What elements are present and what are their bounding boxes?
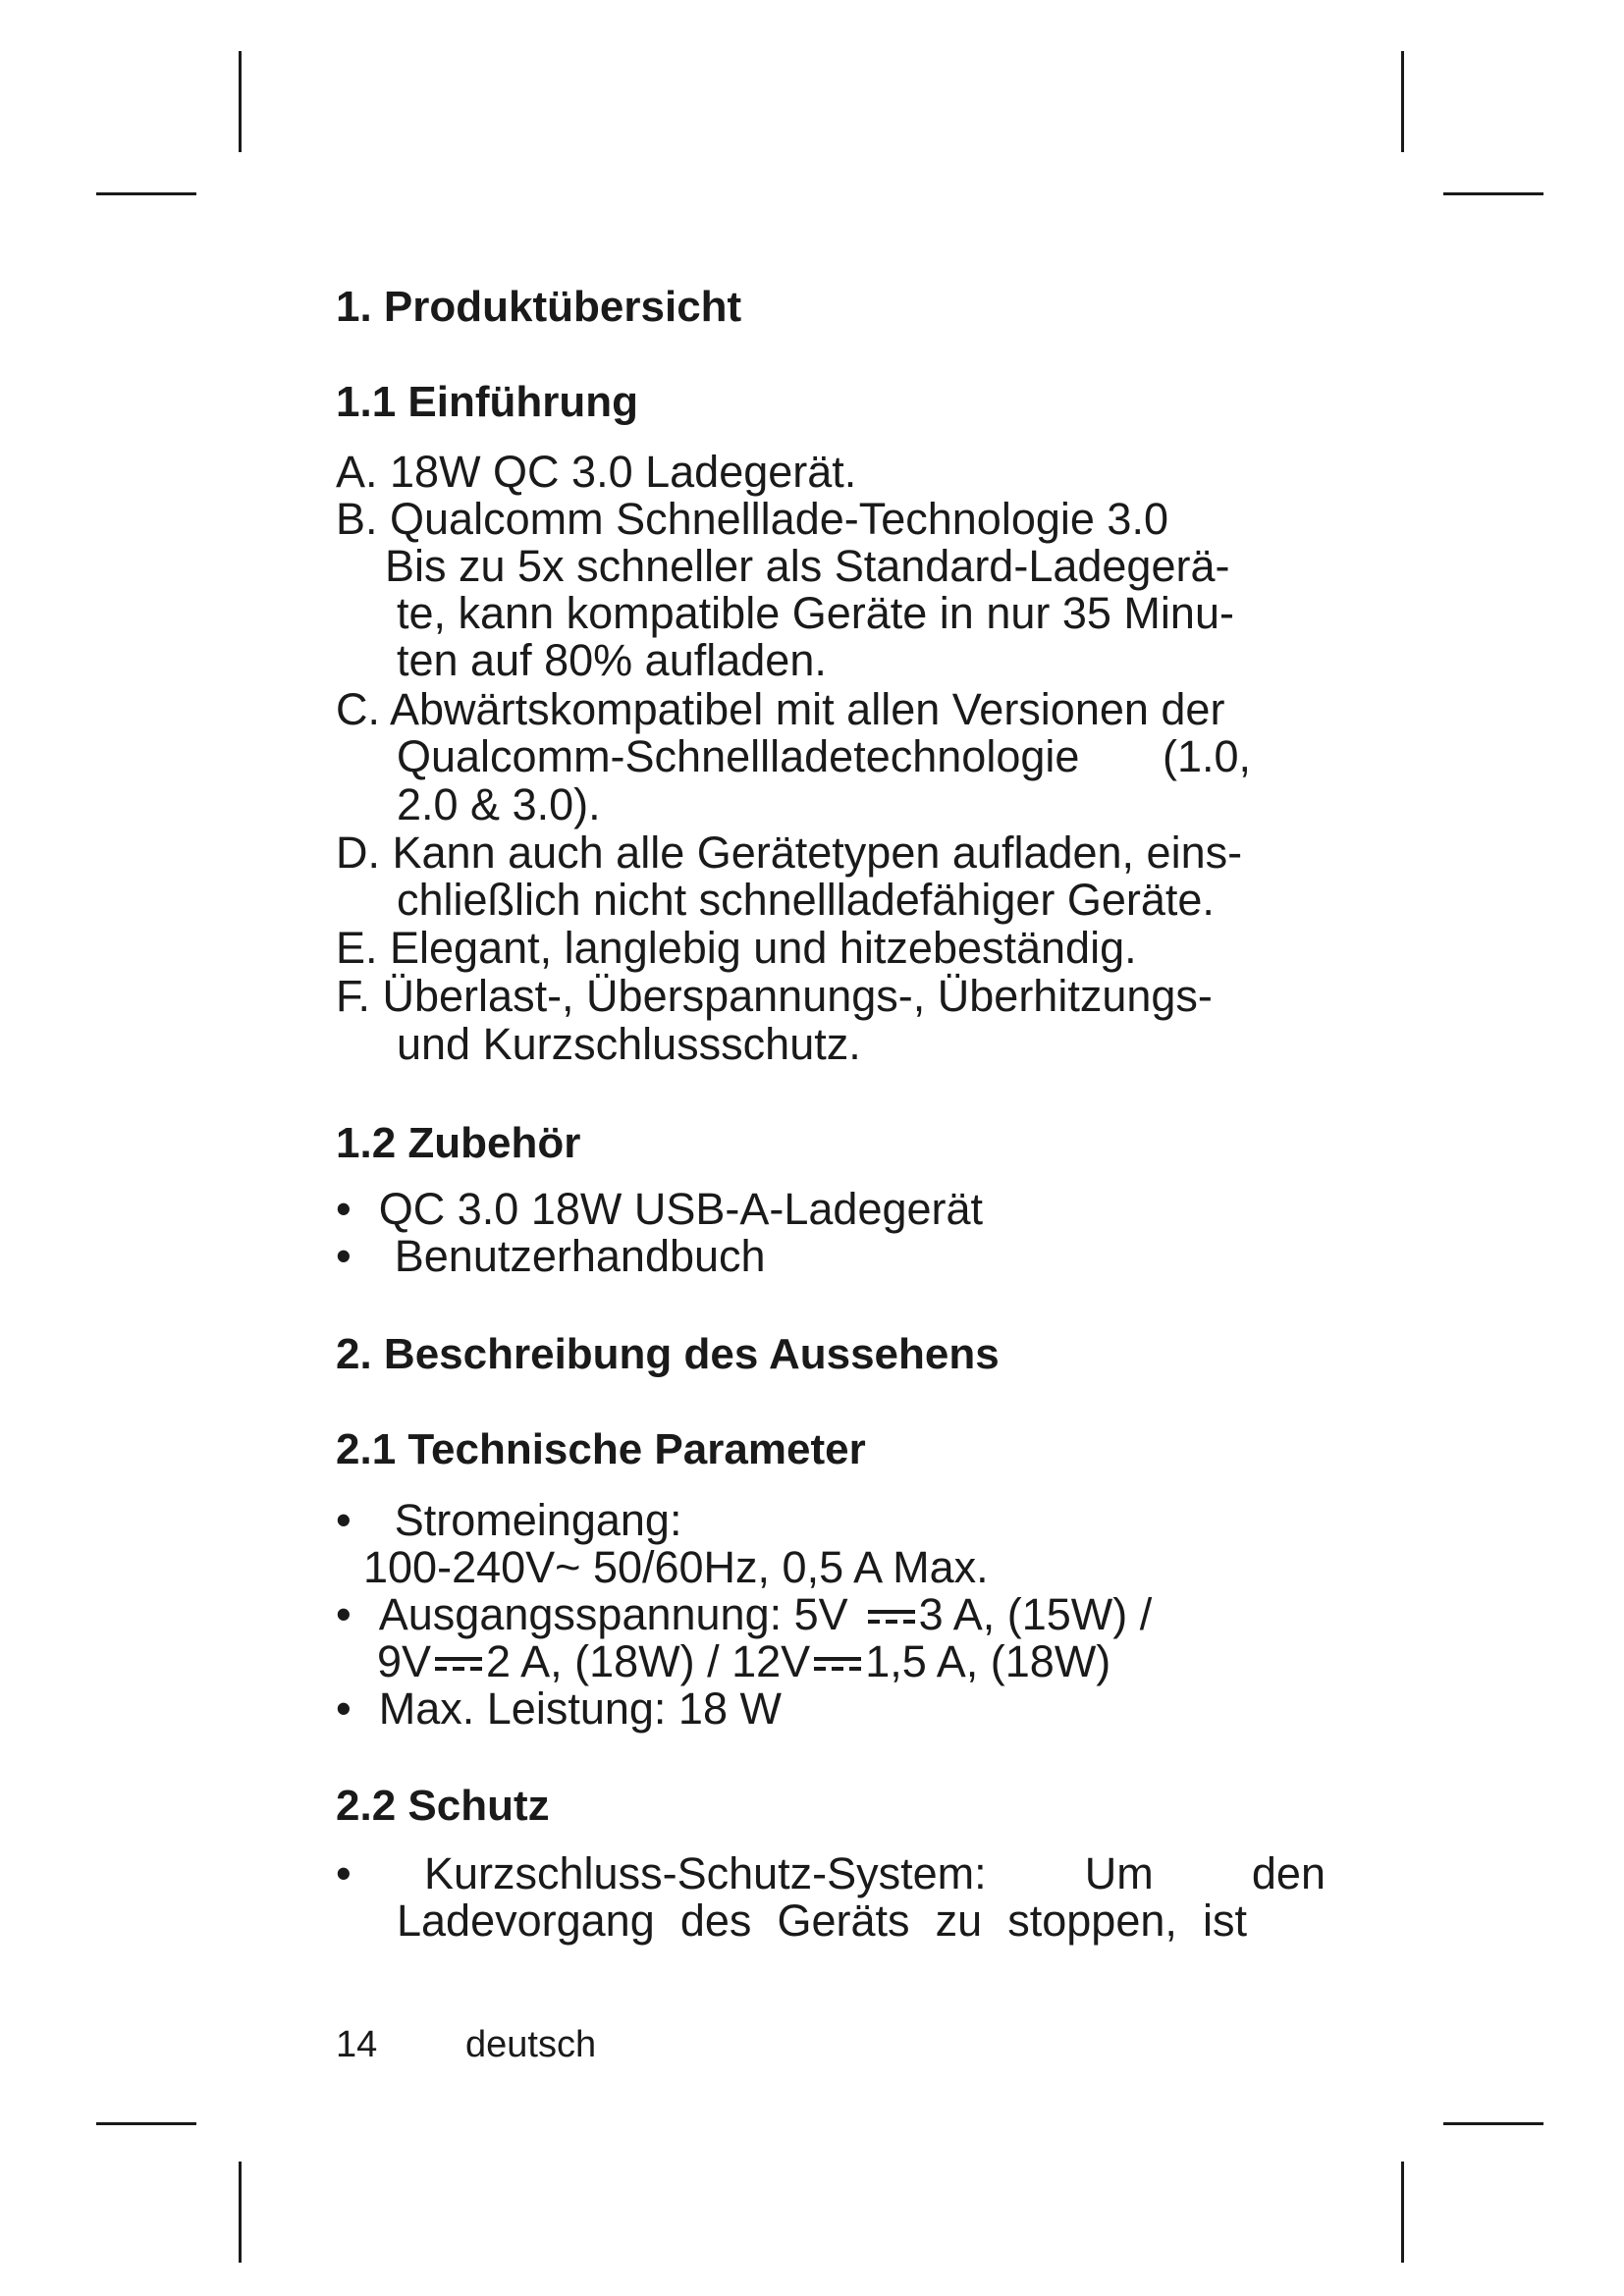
- protection-word: Geräts: [777, 1896, 910, 1946]
- intro-item-d: D. Kann auch alle Gerätetypen aufladen, eins-: [336, 828, 1243, 878]
- crop-mark: [239, 51, 242, 152]
- param-output: [336, 1589, 1153, 1639]
- bullet: •: [336, 1683, 352, 1734]
- intro-item-b-cont: Bis zu 5x schneller als Standard-Ladegerä-: [385, 541, 1230, 591]
- intro-item-b: B. Qualcomm Schnelllade-Technologie 3.0: [336, 494, 1168, 544]
- protection-word: des: [679, 1896, 752, 1946]
- bullet: •: [336, 1589, 352, 1639]
- intro-item-c-cont: 2.0 & 3.0).: [397, 779, 601, 829]
- param-max-power-label: Max. Leistung: 18 W: [378, 1683, 782, 1734]
- intro-item-c-text: Qualcomm-Schnellladetechnologie: [397, 731, 1080, 781]
- protection-line-2: [397, 1896, 1247, 1946]
- param-input-label: Stromeingang:: [394, 1495, 682, 1545]
- intro-item-f: F. Überlast-, Überspannungs-, Überhitzungs-: [336, 971, 1213, 1021]
- param-max-power: [336, 1683, 782, 1734]
- protection-word: den: [1251, 1848, 1326, 1898]
- intro-item-f-cont: und Kurzschlussschutz.: [397, 1019, 861, 1069]
- section-2-2-heading: 2.2 Schutz: [336, 1782, 550, 1830]
- crop-mark: [1401, 2162, 1404, 2263]
- param-output-cont: [377, 1636, 1111, 1686]
- intro-item-e: E. Elegant, langlebig und hitzebeständig.: [336, 923, 1137, 973]
- protection-word: Ladevorgang: [397, 1896, 655, 1946]
- crop-mark: [96, 2122, 196, 2125]
- protection-word: Kurzschluss-Schutz-System:: [424, 1848, 987, 1898]
- intro-item-c-cont: [397, 731, 1251, 781]
- section-1-1-heading: 1.1 Einführung: [336, 378, 638, 426]
- section-2-1-heading: 2.1 Technische Parameter: [336, 1425, 866, 1473]
- param-output-5v-current: 3 A, (15W) /: [918, 1589, 1153, 1639]
- page-number: 14: [336, 2024, 378, 2065]
- intro-item-b-cont: ten auf 80% aufladen.: [397, 635, 827, 685]
- intro-item-b-cont: te, kann kompatible Geräte in nur 35 Minu-: [397, 588, 1234, 638]
- accessory-item-label: Benutzerhandbuch: [394, 1231, 766, 1281]
- param-input-value: 100-240V~ 50/60Hz, 0,5 A Max.: [363, 1542, 989, 1592]
- intro-item-a: A. 18W QC 3.0 Ladegerät.: [336, 447, 857, 497]
- crop-mark: [1443, 192, 1543, 195]
- intro-item-c-text: (1.0,: [1162, 731, 1251, 781]
- protection-word: stoppen,: [1007, 1896, 1177, 1946]
- crop-mark: [1443, 2122, 1543, 2125]
- protection-word: ist: [1202, 1896, 1247, 1946]
- dc-symbol-icon: [814, 1655, 861, 1675]
- bullet: •: [336, 1184, 352, 1234]
- section-2-heading: 2. Beschreibung des Aussehens: [336, 1330, 1000, 1378]
- param-output-9v-current: 2 A, (18W) / 12V: [486, 1636, 811, 1686]
- param-output-label: Ausgangsspannung: 5V: [378, 1589, 848, 1639]
- bullet: •: [336, 1495, 352, 1545]
- accessory-item: [336, 1184, 984, 1234]
- protection-word: zu: [935, 1896, 983, 1946]
- param-output-9v: 9V: [377, 1636, 432, 1686]
- crop-mark: [1401, 51, 1404, 152]
- dc-symbol-icon: [868, 1608, 915, 1628]
- bullet: •: [336, 1848, 352, 1898]
- dc-symbol-icon: [435, 1655, 482, 1675]
- param-output-12v-current: 1,5 A, (18W): [865, 1636, 1111, 1686]
- section-1-2-heading: 1.2 Zubehör: [336, 1119, 581, 1167]
- accessory-item-label: QC 3.0 18W USB-A-Ladegerät: [378, 1184, 984, 1234]
- protection-line-1: [424, 1848, 1326, 1898]
- page-language: deutsch: [465, 2024, 597, 2065]
- crop-mark: [96, 192, 196, 195]
- accessory-item: [336, 1231, 766, 1281]
- crop-mark: [239, 2162, 242, 2263]
- protection-word: Um: [1084, 1848, 1154, 1898]
- section-1-heading: 1. Produktübersicht: [336, 283, 742, 331]
- bullet: •: [336, 1231, 352, 1281]
- param-input: [336, 1495, 682, 1545]
- intro-item-c: C. Abwärtskompatibel mit allen Versionen der: [336, 684, 1225, 734]
- intro-item-d-cont: chließlich nicht schnellladefähiger Geräte.: [397, 875, 1215, 925]
